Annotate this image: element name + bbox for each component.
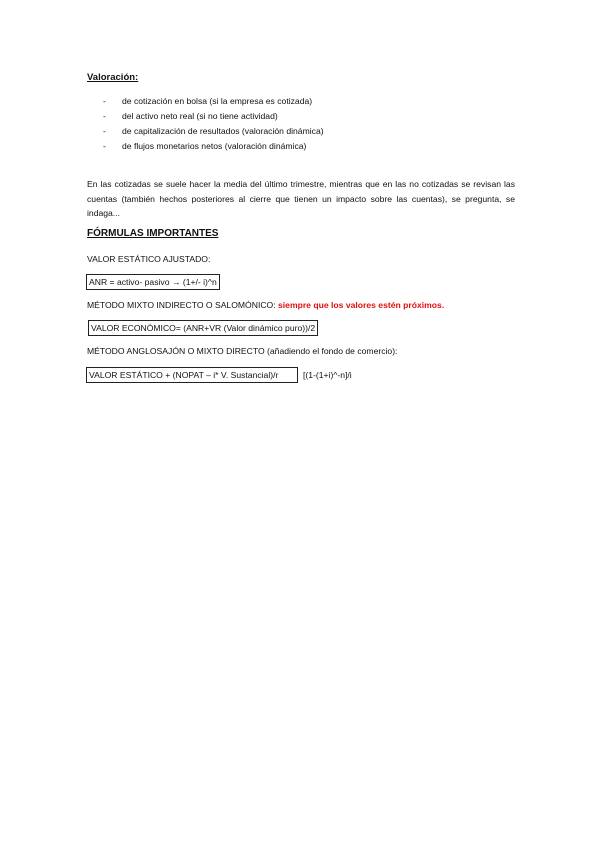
mixto-indirecto-line (87, 300, 444, 310)
list-item-text: de cotización en bolsa (si la empresa es cotizada) (122, 96, 313, 106)
valoracion-title: Valoración: (87, 72, 139, 83)
anr-formula-box: ANR = activo- pasivo → (1+/- i)^n (86, 274, 220, 290)
mixto-indirecto-note: siempre que los valores estén próximos. (278, 300, 445, 310)
bullet-dash: - (103, 96, 106, 106)
bullet-dash: - (103, 111, 106, 121)
list-item-text: del activo neto real (si no tiene actividad) (122, 111, 278, 121)
list-item-text: de flujos monetarios netos (valoración dinámica) (122, 141, 307, 151)
anglosajon-label: MÉTODO ANGLOSAJÓN O MIXTO DIRECTO (añadiendo el fondo de comercio): (87, 346, 398, 356)
list-item-text: de capitalización de resultados (valoración dinámica) (122, 126, 324, 136)
bullet-dash: - (103, 141, 106, 151)
body-paragraph: En las cotizadas se suele hacer la media del último trimestre, mientras que en las no cotizadas se revisan las cuentas (también hechos posteriores al cierre que tienen un impacto sobre las cuentas), se pregunta, se indaga... (87, 179, 515, 218)
anglosajon-formula-box: VALOR ESTÁTICO + (NOPAT – i* V. Sustancial)/r (86, 367, 298, 383)
anglosajon-formula-tail: [(1-(1+i)^-n]/i (303, 370, 352, 380)
formulas-heading: FÓRMULAS IMPORTANTES (87, 228, 219, 239)
valor-estatico-label: VALOR ESTÁTICO AJUSTADO: (87, 254, 211, 264)
mixto-indirecto-label: MÉTODO MIXTO INDIRECTO O SALOMÓNICO: (87, 300, 278, 310)
valor-economico-formula-box: VALOR ECONÓMICO= (ANR+VR (Valor dinámico puro))/2 (88, 320, 318, 336)
bullet-dash: - (103, 126, 106, 136)
